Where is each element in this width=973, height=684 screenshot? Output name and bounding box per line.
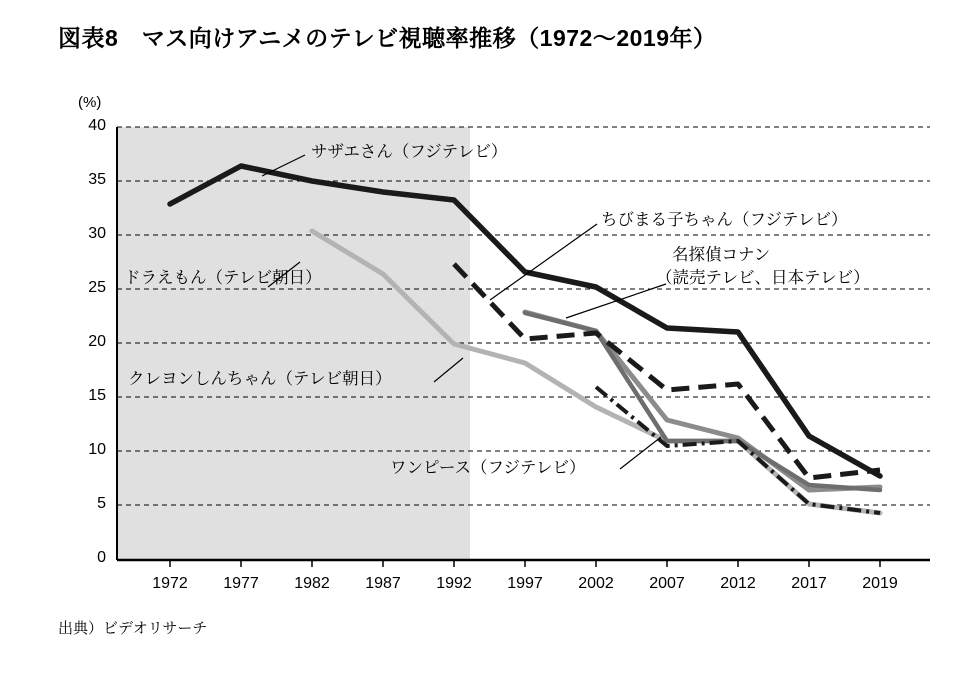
annotation-sazae-san: サザエさん（フジテレビ） <box>311 143 508 161</box>
x-tick-2019: 2019 <box>862 575 898 592</box>
y-tick-35: 35 <box>88 171 106 188</box>
y-tick-25: 25 <box>88 279 106 296</box>
source-note: 出典）ビデオリサーチ <box>58 620 208 637</box>
annotation-detective-conan-title: 名探偵コナン <box>672 246 771 264</box>
y-tick-0: 0 <box>97 549 106 566</box>
x-tick-1972: 1972 <box>152 575 188 592</box>
x-tick-2017: 2017 <box>791 575 827 592</box>
x-tick-2012: 2012 <box>720 575 756 592</box>
x-tick-1992: 1992 <box>436 575 472 592</box>
x-tick-1997: 1997 <box>507 575 543 592</box>
y-tick-20: 20 <box>88 333 106 350</box>
annotation-one-piece: ワンピース（フジテレビ） <box>390 459 586 477</box>
annotation-chibi-maruko-chan: ちびまる子ちゃん（フジテレビ） <box>601 211 848 229</box>
annotation-doraemon: ドラえもん（テレビ朝日） <box>124 269 322 287</box>
page-title: 図表8 マス向けアニメのテレビ視聴率推移（1972〜2019年） <box>58 25 717 51</box>
y-tick-30: 30 <box>88 225 106 242</box>
annotation-detective-conan-stations: （読売テレビ、日本テレビ） <box>656 269 870 287</box>
x-tick-1977: 1977 <box>223 575 259 592</box>
y-tick-15: 15 <box>88 387 106 404</box>
x-tick-2002: 2002 <box>578 575 614 592</box>
y-axis-unit-label: (%) <box>78 94 102 111</box>
x-tick-1987: 1987 <box>365 575 401 592</box>
annotation-crayon-shinchan: クレヨンしんちゃん（テレビ朝日） <box>128 370 392 388</box>
y-tick-40: 40 <box>88 117 106 134</box>
y-tick-5: 5 <box>97 495 106 512</box>
x-tick-1982: 1982 <box>294 575 330 592</box>
y-tick-10: 10 <box>88 441 106 458</box>
x-tick-2007: 2007 <box>649 575 685 592</box>
